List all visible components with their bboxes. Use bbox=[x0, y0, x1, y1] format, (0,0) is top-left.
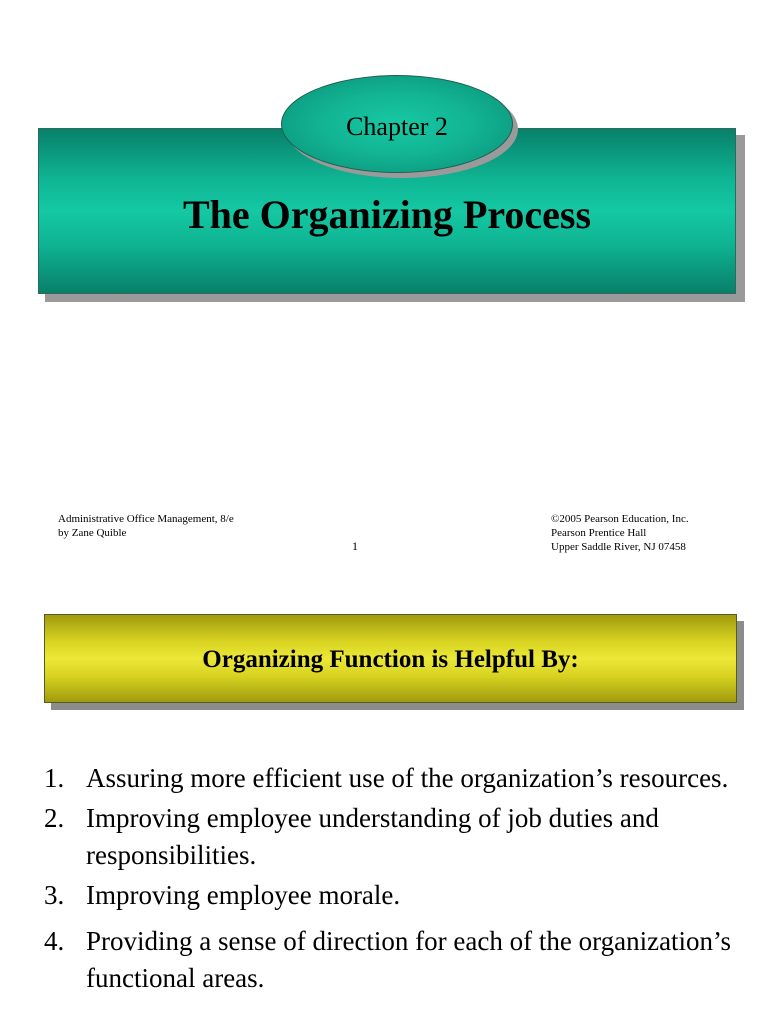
list-item-text: Providing a sense of direction for each of the organization’s functional areas. bbox=[86, 926, 732, 993]
footer-left bbox=[58, 512, 234, 540]
list-item-number: 2. bbox=[44, 803, 65, 833]
list-item-number: 3. bbox=[44, 880, 65, 910]
list-item bbox=[44, 923, 744, 997]
chapter-label: Chapter 2 bbox=[346, 112, 448, 141]
list-item-text: Improving employee understanding of job duties and responsibilities. bbox=[86, 803, 659, 870]
list-item-text: Improving employee morale. bbox=[86, 880, 401, 910]
list-item bbox=[44, 760, 744, 797]
footer-publisher: Pearson Prentice Hall bbox=[551, 527, 647, 539]
slide-heading: Organizing Function is Helpful By: bbox=[202, 646, 579, 673]
footer-address: Upper Saddle River, NJ 07458 bbox=[551, 541, 686, 553]
footer-book-title: Administrative Office Management, 8/e bbox=[58, 513, 234, 525]
footer-copyright: ©2005 Pearson Education, Inc. bbox=[551, 513, 689, 525]
list-item bbox=[44, 800, 744, 874]
page-number: 1 bbox=[352, 539, 358, 553]
list-item-text: Assuring more efficient use of the organization’s resources. bbox=[86, 763, 729, 793]
list-item-number: 1. bbox=[44, 763, 65, 793]
list-item bbox=[44, 877, 744, 914]
numbered-list bbox=[44, 760, 744, 1000]
footer-right bbox=[551, 512, 689, 554]
footer-author: by Zane Quible bbox=[58, 527, 127, 539]
slide-title: The Organizing Process bbox=[182, 192, 592, 237]
list-item-number: 4. bbox=[44, 926, 65, 956]
